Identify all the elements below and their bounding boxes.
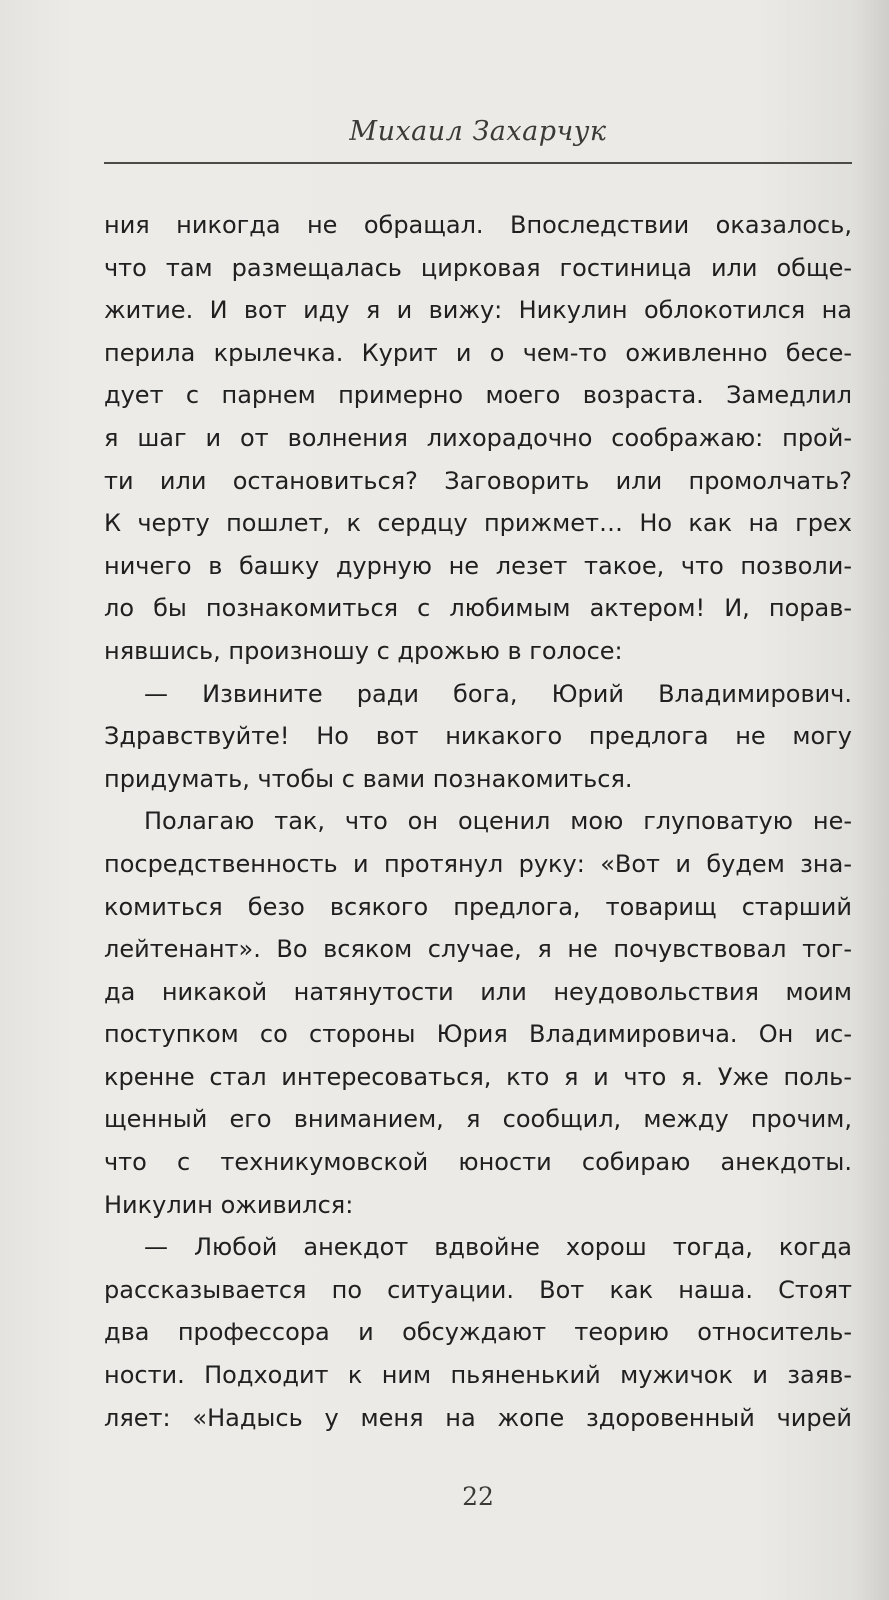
text-line: что там размещалась цирковая гостиница или обще- bbox=[104, 253, 852, 282]
text-line: ло бы познакомиться с любимым актером! И, порав- bbox=[104, 594, 852, 623]
header-rule bbox=[104, 162, 852, 164]
text-line: поступком со стороны Юрия Владимировича. Он ис- bbox=[104, 1020, 852, 1049]
text-line: Полагаю так, что он оценил мою глуповатую не- bbox=[144, 807, 852, 836]
page-number: 22 bbox=[462, 1482, 494, 1511]
text-line: Никулин оживился: bbox=[104, 1190, 354, 1219]
text-line: да никакой натянутости или неудовольствия моим bbox=[104, 977, 852, 1006]
text-line: нявшись, произношу с дрожью в голосе: bbox=[104, 636, 623, 665]
text-line: щенный его вниманием, я сообщил, между прочим, bbox=[104, 1105, 852, 1134]
text-line: рассказывается по ситуации. Вот как наша. Стоят bbox=[104, 1275, 852, 1304]
running-head: Михаил Захарчук bbox=[349, 116, 607, 147]
text-line: ничего в башку дурную не лезет такое, что позволи- bbox=[104, 551, 852, 580]
text-line: Здравствуйте! Но вот никакого предлога не могу bbox=[104, 722, 852, 751]
body-text bbox=[104, 204, 852, 1439]
text-line: что с техникумовской юности собираю анекдоты. bbox=[104, 1148, 852, 1177]
text-line: — Любой анекдот вдвойне хорош тогда, когда bbox=[144, 1233, 852, 1262]
text-line: комиться безо всякого предлога, товарищ старший bbox=[104, 892, 852, 921]
text-line: ности. Подходит к ним пьяненький мужичок и заяв- bbox=[104, 1361, 852, 1390]
text-line: житие. И вот иду я и вижу: Никулин облокотился на bbox=[104, 296, 852, 325]
text-line: придумать, чтобы с вами познакомиться. bbox=[104, 764, 633, 793]
text-line: посредственность и протянул руку: «Вот и будем зна- bbox=[104, 849, 852, 878]
text-line: ния никогда не обращал. Впоследствии оказалось, bbox=[104, 211, 852, 239]
text-line: я шаг и от волнения лихорадочно соображаю: прой- bbox=[104, 423, 852, 452]
text-line: кренне стал интересоваться, кто я и что я. Уже поль- bbox=[104, 1062, 852, 1091]
text-line: два профессора и обсуждают теорию относитель- bbox=[104, 1318, 852, 1347]
text-line: К черту пошлет, к сердцу прижмет… Но как на грех bbox=[104, 509, 852, 538]
text-line: перила крылечка. Курит и о чем-то оживленно бесе- bbox=[104, 338, 852, 367]
text-line: лейтенант». Во всяком случае, я не почувствовал тог- bbox=[104, 935, 852, 964]
text-line: ти или остановиться? Заговорить или промолчать? bbox=[104, 466, 852, 495]
text-line: — Извините ради бога, Юрий Владимирович. bbox=[144, 679, 852, 708]
text-line: ляет: «Надысь у меня на жопе здоровенный чирей bbox=[104, 1403, 852, 1432]
text-line: дует с парнем примерно моего возраста. Замедлил bbox=[104, 381, 852, 410]
